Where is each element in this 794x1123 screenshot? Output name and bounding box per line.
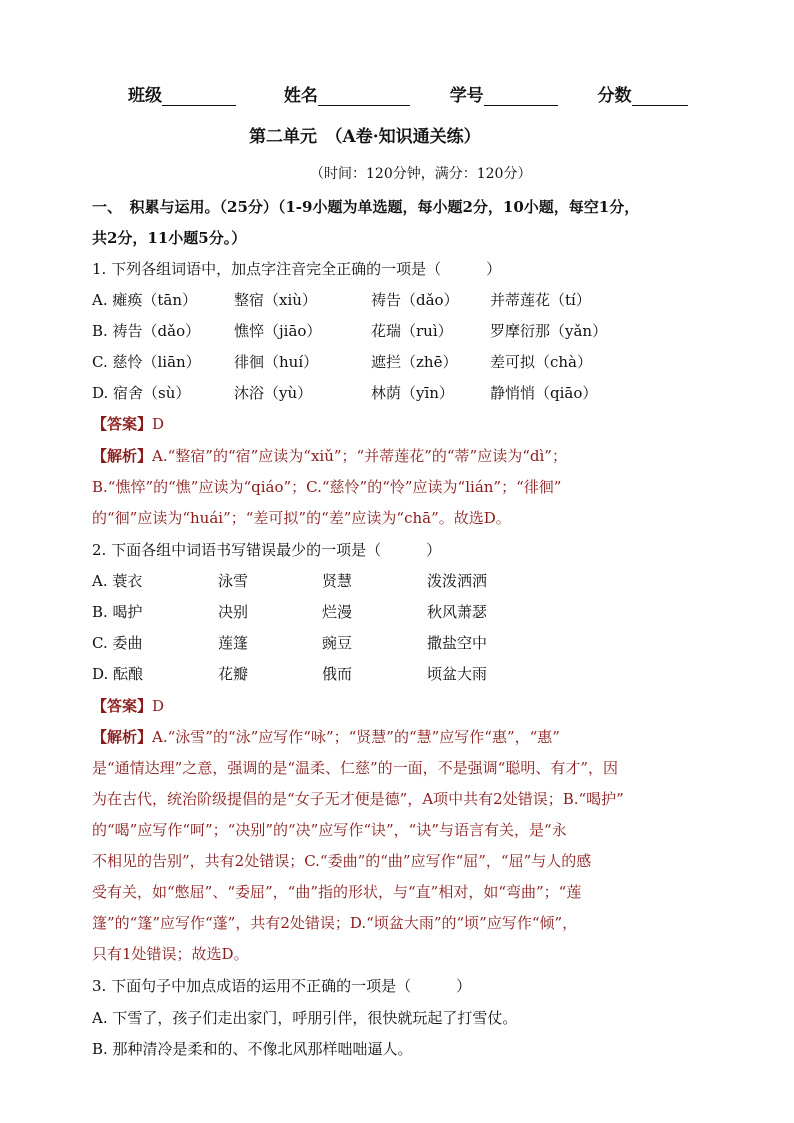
q1-option: 憔悴（jiāo）	[234, 322, 322, 340]
q2-stem: 2. 下面各组中词语书写错误最少的一项是（ ）	[92, 541, 442, 559]
q1-stem: 1. 下列各组词语中，加点字注音完全正确的一项是（ ）	[92, 260, 502, 278]
q2-option: 莲篷	[218, 634, 249, 652]
q2-analysis-line: 为在古代，统治阶级提倡的是“女子无才便是德”，A项中共有2处错误；B.“喝护”	[92, 790, 624, 808]
answer-value: D	[152, 415, 165, 433]
answer-tag: 【答案】	[92, 697, 153, 715]
q2-answer	[92, 696, 164, 716]
q1-option: D. 宿舍（sù）	[92, 384, 191, 402]
q2-option: D. 酝酿	[92, 665, 144, 683]
q2-analysis-line: 的“喝”应写作“呵”；“决别”的“决”应写作“诀”，“诀”与语言有关，是“永	[92, 821, 567, 839]
q1-option: 林荫（yīn）	[371, 384, 454, 402]
q2-option: B. 喝护	[92, 603, 143, 621]
q1-option: 静悄悄（qiāo）	[490, 384, 598, 402]
q2-analysis-line: 只有1处错误；故选D。	[92, 945, 249, 963]
q1-option: A. 瘫痪（tān）	[92, 291, 198, 309]
q1-option: 整宿（xiù）	[234, 291, 317, 309]
q2-analysis-line: 是“通情达理”之意，强调的是“温柔、仁慈”的一面，不是强调“聪明、有才”，因	[92, 759, 619, 777]
analysis-tag: 【解析】	[92, 447, 153, 465]
analysis-text: A.“泳雪”的“泳”应写作“咏”；“贤慧”的“慧”应写作“惠”，“惠”	[152, 728, 560, 746]
q2-option: 豌豆	[322, 634, 353, 652]
q2-option: 泳雪	[218, 572, 249, 590]
q1-analysis-line: 的“徊”应读为“huái”；“差可拟”的“差”应读为“chā”。故选D。	[92, 509, 511, 527]
name-label: 姓名	[283, 86, 318, 106]
q1-option: 沐浴（yù）	[234, 384, 313, 402]
q3-option: A. 下雪了，孩子们走出家门，呼朋引伴，很快就玩起了打雪仗。	[92, 1009, 518, 1027]
q1-option: B. 祷告（dǎo）	[92, 322, 201, 340]
q3-stem: 3. 下面句子中加点成语的运用不正确的一项是（ ）	[92, 977, 472, 995]
name-blank	[318, 87, 410, 106]
q1-option: 罗摩衍那（yǎn）	[490, 322, 608, 340]
q2-option: 烂漫	[322, 603, 353, 621]
header-row	[128, 86, 688, 106]
analysis-tag: 【解析】	[92, 728, 153, 746]
q1-option: 花瑞（ruì）	[371, 322, 453, 340]
score-blank	[632, 87, 688, 106]
answer-value: D	[152, 697, 165, 715]
q1-analysis-line: B.“憔悴”的“憔”应读为“qiáo”；C.“慈怜”的“怜”应读为“lián”；“徘徊”	[92, 478, 562, 496]
id-label: 学号	[449, 86, 484, 106]
class-label: 班级	[128, 86, 162, 106]
analysis-text: A.“整宿”的“宿”应读为“xiǔ”；“并蒂莲花”的“蒂”应读为“dì”；	[152, 447, 567, 465]
q3-option: B. 那种清冷是柔和的、不像北风那样咄咄逼人。	[92, 1040, 413, 1058]
q2-analysis-line: 篷”的“篷”应写作“蓬”，共有2处错误；D.“顷盆大雨”的“顷”应写作“倾”，	[92, 914, 578, 932]
q2-analysis-line: 不相见的告别”，共有2处错误；C.“委曲”的“曲”应写作“屈”，“屈”与人的感	[92, 852, 592, 870]
page-subtitle: （时间：120分钟，满分：120分）	[310, 166, 532, 182]
id-blank	[484, 87, 558, 106]
q1-option: 祷告（dǎo）	[371, 291, 459, 309]
q1-option: 差可拟（chà）	[490, 353, 593, 371]
section1-line1: 一、 积累与运用。（25分）（1-9小题为单选题，每小题2分，10小题，每空1分，	[92, 198, 640, 216]
q2-analysis-line: 受有关，如“憋屈”、“委屈”，“曲”指的形状，与“直”相对，如“弯曲”；“莲	[92, 883, 582, 901]
q1-option: 徘徊（huí）	[234, 353, 319, 371]
q1-option: 遮拦（zhē）	[371, 353, 458, 371]
class-blank	[162, 87, 236, 106]
q2-analysis-line	[92, 727, 560, 747]
section1-line2: 共2分，11小题5分。）	[92, 229, 247, 247]
page-title: 第二单元 （A卷·知识通关练）	[249, 127, 481, 147]
q2-option: 贤慧	[322, 572, 353, 590]
q2-option: C. 委曲	[92, 634, 143, 652]
q1-option: C. 慈怜（liān）	[92, 353, 201, 371]
q2-option: 顷盆大雨	[427, 665, 488, 683]
q2-option: 泼泼洒洒	[427, 572, 488, 590]
answer-tag: 【答案】	[92, 415, 153, 433]
q2-option: 俄而	[322, 665, 353, 683]
q2-option: 花瓣	[218, 665, 249, 683]
q2-option: 秋风萧瑟	[427, 603, 488, 621]
score-label: 分数	[597, 86, 632, 106]
q1-answer	[92, 414, 164, 434]
q2-option: 撒盐空中	[427, 634, 488, 652]
q2-option: 决别	[218, 603, 249, 621]
q2-option: A. 蓑衣	[92, 572, 143, 590]
q1-option: 并蒂莲花（tí）	[490, 291, 591, 309]
q1-analysis-line	[92, 446, 567, 466]
